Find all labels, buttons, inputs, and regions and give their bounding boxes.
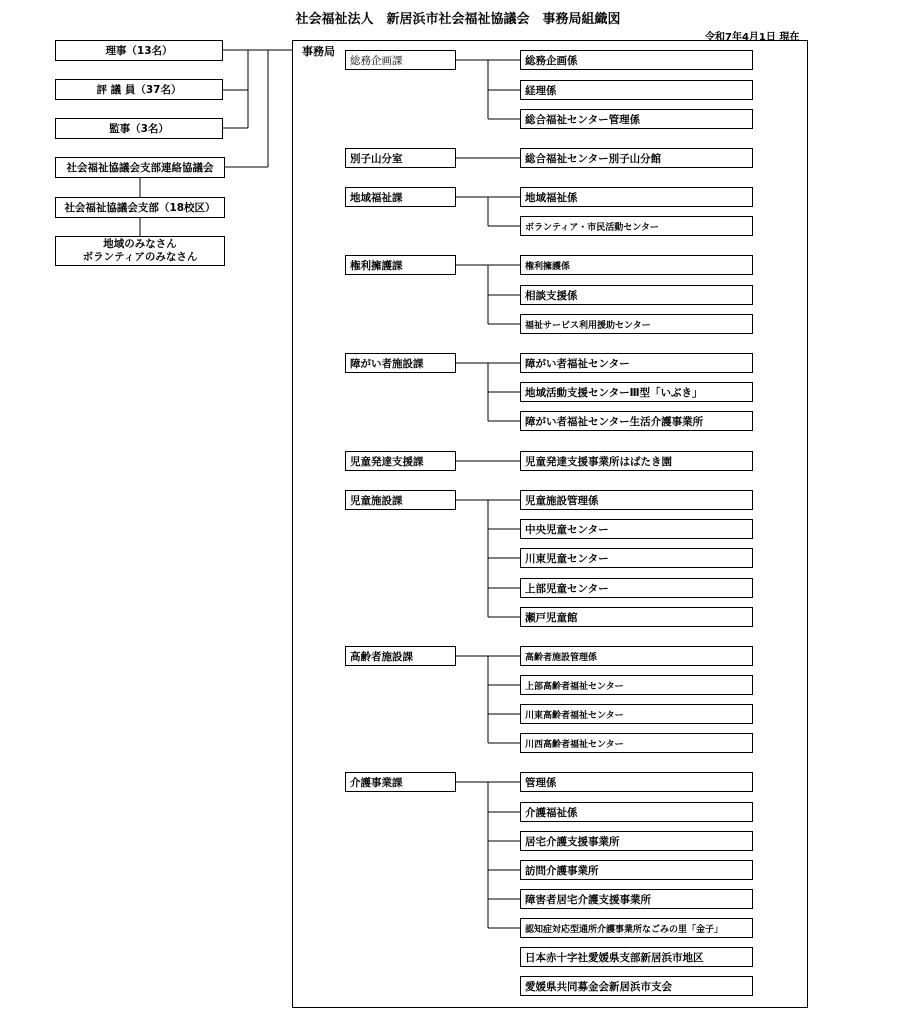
unit-disability-home-care-office: 障害者居宅介護支援事業所 xyxy=(520,889,753,909)
dept-care-services: 介護事業課 xyxy=(345,772,456,792)
page-title: 社会福祉法人 新居浜市社会福祉協議会 事務局組織図 xyxy=(295,12,621,27)
unit-care-welfare-section: 介護福祉係 xyxy=(520,802,753,822)
unit-community-chest-branch: 愛媛県共同募金会新居浜市支会 xyxy=(520,976,753,996)
dept-child-facilities: 児童施設課 xyxy=(345,490,456,510)
unit-red-cross-district: 日本赤十字社愛媛県支部新居浜市地区 xyxy=(520,947,753,967)
branches-box: 社会福祉協議会支部（18校区） xyxy=(55,197,225,218)
unit-accounting-section: 経理係 xyxy=(520,80,753,100)
dept-disability-facilities: 障がい者施設課 xyxy=(345,353,456,373)
citizens-line-1: 地域のみなさん xyxy=(103,238,177,250)
unit-kawahigashi-child-center: 川東児童センター xyxy=(520,548,753,568)
unit-besshiyama-annex: 総合福祉センター別子山分館 xyxy=(520,148,753,168)
unit-service-use-support-center: 福祉サービス利用援助センター xyxy=(520,314,753,334)
unit-kawanishi-elderly-center: 川西高齢者福祉センター xyxy=(520,733,753,753)
unit-volunteer-center: ボランティア・市民活動センター xyxy=(520,216,753,236)
dept-besshiyama-office: 別子山分室 xyxy=(345,148,456,168)
unit-kawahigashi-elderly-center: 川東高齢者福祉センター xyxy=(520,704,753,724)
unit-care-management-section: 管理係 xyxy=(520,772,753,792)
unit-consultation-support-section: 相談支援係 xyxy=(520,285,753,305)
board-box: 理事（13名） xyxy=(55,40,223,61)
unit-center-management-section: 総合福祉センター管理係 xyxy=(520,109,753,129)
auditors-box: 監事（3名） xyxy=(55,118,223,139)
branch-liaison-box: 社会福祉協議会支部連絡協議会 xyxy=(55,157,225,178)
citizens-line-2: ボランティアのみなさん xyxy=(82,251,198,263)
unit-elderly-facility-management: 高齢者施設管理係 xyxy=(520,646,753,666)
as-of-date: 令和7年4月1日 現在 xyxy=(705,32,800,43)
dept-community-welfare: 地域福祉課 xyxy=(345,187,456,207)
dept-rights-advocacy: 権利擁護課 xyxy=(345,255,456,275)
unit-rights-advocacy-section: 権利擁護係 xyxy=(520,255,753,275)
unit-disability-welfare-center: 障がい者福祉センター xyxy=(520,353,753,373)
dept-general-affairs: 総務企画課 xyxy=(345,50,456,70)
unit-home-care-support-office: 居宅介護支援事業所 xyxy=(520,831,753,851)
secretariat-label: 事務局 xyxy=(302,45,335,58)
unit-general-affairs-section: 総務企画係 xyxy=(520,50,753,70)
unit-nagomi-no-sato-kaneko: 認知症対応型通所介護事業所なごみの里「金子」 xyxy=(520,918,753,938)
unit-disability-daycare: 障がい者福祉センター生活介護事業所 xyxy=(520,411,753,431)
citizens-box xyxy=(55,236,225,266)
councillors-box: 評 議 員（37名） xyxy=(55,79,223,100)
unit-child-facility-management: 児童施設管理係 xyxy=(520,490,753,510)
unit-community-welfare-section: 地域福祉係 xyxy=(520,187,753,207)
unit-habataki-en: 児童発達支援事業所はばたき園 xyxy=(520,451,753,471)
dept-elderly-facilities: 高齢者施設課 xyxy=(345,646,456,666)
unit-ibuki-support-center: 地域活動支援センターⅢ型「いぶき」 xyxy=(520,382,753,402)
unit-kanbe-elderly-center: 上部高齢者福祉センター xyxy=(520,675,753,695)
dept-child-development: 児童発達支援課 xyxy=(345,451,456,471)
unit-home-visit-care-office: 訪問介護事業所 xyxy=(520,860,753,880)
unit-chuo-child-center: 中央児童センター xyxy=(520,519,753,539)
unit-kanbe-child-center: 上部児童センター xyxy=(520,578,753,598)
unit-seto-childrens-hall: 瀬戸児童館 xyxy=(520,607,753,627)
